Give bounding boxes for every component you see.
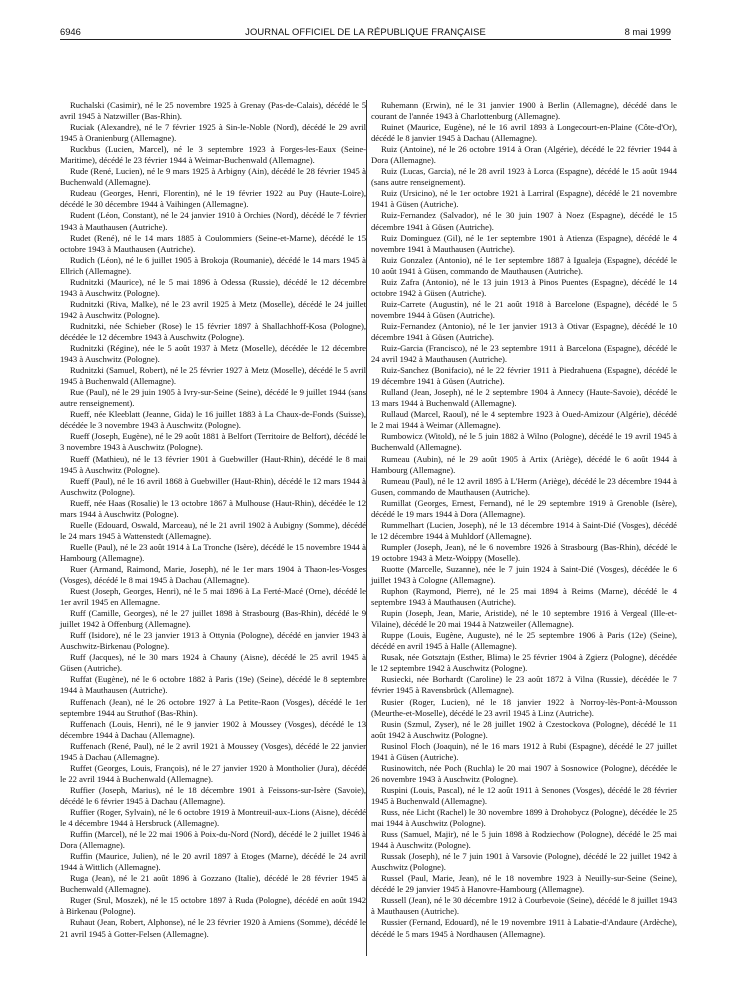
register-entry: Rudich (Léon), né le 6 juillet 1905 à Brokoja (Roumanie), décédé le 14 mars 1945 à Ellrich (Allemagne). bbox=[60, 254, 366, 276]
register-entry: Ruckbus (Lucien, Marcel), né le 3 septembre 1923 à Forges-les-Eaux (Seine-Maritime), décédé le 23 février 1944 à Weimar-Buchenwald (Allemagne). bbox=[60, 144, 366, 166]
register-entry: Ruffenach (René, Paul), né le 2 avril 1921 à Moussey (Vosges), décédé le 22 janvier 1945 à Dachau (Allemagne). bbox=[60, 740, 366, 762]
register-entry: Ruiz (Lucas, Garcia), né le 28 avril 1923 à Lorca (Espagne), décédé le 15 août 1944 (sans autre renseignement). bbox=[371, 166, 677, 188]
register-entry: Ruiz-Garcia (Francisco), né le 23 septembre 1911 à Barcelona (Espagne), décédé le 24 avril 1942 à Mauthausen (Autriche). bbox=[371, 343, 677, 365]
register-entry: Ruffier (Joseph, Marius), né le 18 décembre 1901 à Feissons-sur-Isère (Savoie), décédé le 6 février 1945 à Dachau (Allemagne). bbox=[60, 784, 366, 806]
register-entry: Ruffenach (Jean), né le 26 octobre 1927 à La Petite-Raon (Vosges), décédé le 1er septembre 1944 au Struthof (Bas-Rhin). bbox=[60, 696, 366, 718]
register-entry: Rummelhart (Lucien, Joseph), né le 13 décembre 1914 à Saint-Dié (Vosges), décédé le 12 décembre 1944 à Muhldorf (Allemagne). bbox=[371, 519, 677, 541]
register-entry: Rudnitzki, née Schieber (Rose) le 15 février 1897 à Shallachhoff-Kosa (Pologne), décédée le 12 décembre 1943 à Auschwitz (Pologne). bbox=[60, 320, 366, 342]
register-entry: Rusinowitch, née Poch (Ruchla) le 20 mai 1907 à Sosnowice (Pologne), décédée le 26 novembre 1943 à Auschwitz (Pologne). bbox=[371, 762, 677, 784]
register-entry: Rudnitzki (Riva, Malke), né le 23 avril 1925 à Metz (Moselle), décédé le 24 juillet 1942 à Auschwitz (Pologne). bbox=[60, 298, 366, 320]
register-entry: Rumillat (Georges, Ernest, Fernand), né le 29 septembre 1919 à Grenoble (Isère), décédé le 19 mars 1944 à Dora (Allemagne). bbox=[371, 497, 677, 519]
register-entry: Rudnitzki (Samuel, Robert), né le 25 février 1927 à Metz (Moselle), décédé le 5 avril 1945 à Buchenwald (Allemagne). bbox=[60, 365, 366, 387]
register-entry: Rumpler (Joseph, Jean), né le 6 novembre 1926 à Strasbourg (Bas-Rhin), décédé le 19 octobre 1943 à Metz-Woippy (Moselle). bbox=[371, 541, 677, 563]
register-entry: Ruchalski (Casimir), né le 25 novembre 1925 à Grenay (Pas-de-Calais), décédé le 5 avril 1945 à Natzwiller (Bas-Rhin). bbox=[60, 100, 366, 122]
register-entry: Russell (Jean), né le 30 décembre 1912 à Courbevoie (Seine), décédé le 8 juillet 1943 à Mauthausen (Autriche). bbox=[371, 895, 677, 917]
register-entry: Rusinol Floch (Joaquin), né le 16 mars 1912 à Rubi (Espagne), décédé le 27 juillet 1941 à Güsen (Autriche). bbox=[371, 740, 677, 762]
register-entry: Ruffenach (Louis, Henri), né le 9 janvier 1902 à Moussey (Vosges), décédé le 13 décembre 1944 à Dachau (Allemagne). bbox=[60, 718, 366, 740]
register-entry: Ruiz-Fernandez (Antonio), né le 1er janvier 1913 à Otivar (Espagne), décédé le 10 décembre 1941 à Güsen (Autriche). bbox=[371, 320, 677, 342]
register-entry: Ruffin (Marcel), né le 22 mai 1906 à Poix-du-Nord (Nord), décédé le 2 juillet 1946 à Dora (Allemagne). bbox=[60, 829, 366, 851]
register-entry: Rueff, née Kleeblatt (Jeanne, Gida) le 16 juillet 1883 à La Chaux-de-Fonds (Suisse), décédée le 3 novembre 1943 à Auschwitz (Pologne). bbox=[60, 409, 366, 431]
register-entry: Rudet (René), né le 14 mars 1885 à Coulommiers (Seine-et-Marne), décédé le 15 octobre 1943 à Mauthausen (Autriche). bbox=[60, 232, 366, 254]
register-entry: Ruciak (Alexandre), né le 7 février 1925 à Sin-le-Noble (Nord), décédé le 29 avril 1945 à Oranienburg (Allemagne). bbox=[60, 122, 366, 144]
register-entry: Ruffat (Eugène), né le 6 octobre 1882 à Paris (19e) (Seine), décédé le 8 septembre 1944 à Mauthausen (Autriche). bbox=[60, 674, 366, 696]
register-entry: Rusak, née Gotsztajn (Esther, Blima) le 25 février 1904 à Zgierz (Pologne), décédée le 12 septembre 1942 à Auschwitz (Pologne). bbox=[371, 652, 677, 674]
register-entry: Ruff (Isidore), né le 23 janvier 1913 à Ottynia (Pologne), décédé en janvier 1943 à Auschwitz-Birkenau (Pologne). bbox=[60, 630, 366, 652]
register-entry: Rupin (Joseph, Jean, Marie, Aristide), né le 10 septembre 1916 à Vergeal (Ille-et-Vilaine), décédé le 20 mai 1944 à Natzweiler (Allemagne). bbox=[371, 608, 677, 630]
register-entry: Ruspini (Louis, Pascal), né le 12 août 1911 à Senones (Vosges), décédé le 28 février 1945 à Buchenwald (Allemagne). bbox=[371, 784, 677, 806]
register-entry: Ruger (Srul, Moszek), né le 15 octobre 1897 à Ruda (Pologne), décédé en août 1942 à Birkenau (Pologne). bbox=[60, 895, 366, 917]
register-entry: Rumeau (Paul), né le 12 avril 1895 à L'Herm (Ariège), décédé le 23 décembre 1944 à Gusen, commando de Mauthausen (Autriche). bbox=[371, 475, 677, 497]
register-entry: Rudnitzki (Régine), née le 5 août 1937 à Metz (Moselle), décédée le 12 décembre 1943 à Auschwitz (Pologne). bbox=[60, 343, 366, 365]
register-entry: Russel (Paul, Marie, Jean), né le 18 novembre 1923 à Neuilly-sur-Seine (Seine), décédé le 29 janvier 1945 à Hanovre-Hambourg (Allemagne). bbox=[371, 873, 677, 895]
register-entry: Ruffin (Maurice, Julien), né le 20 avril 1897 à Etoges (Marne), décédé le 24 avril 1944 à Wittlich (Allemagne). bbox=[60, 851, 366, 873]
register-entry: Ruiz-Sanchez (Bonifacio), né le 22 février 1911 à Piedrahuena (Espagne), décédé le 19 décembre 1941 à Güsen (Autriche). bbox=[371, 365, 677, 387]
register-entry: Russ, née Licht (Rachel) le 30 novembre 1899 à Drohobycz (Pologne), décédée le 25 mai 1944 à Auschwitz (Pologne). bbox=[371, 807, 677, 829]
register-entry: Ruiz Gonzalez (Antonio), né le 1er septembre 1887 à Igualeja (Espagne), décédé le 10 août 1941 à Güsen, commando de Mauthausen (Autriche). bbox=[371, 254, 677, 276]
register-entry: Ruiz (Antoine), né le 26 octobre 1914 à Oran (Algérie), décédé le 22 février 1944 à Dora (Allemagne). bbox=[371, 144, 677, 166]
register-entry: Ruotte (Marcelle, Suzanne), née le 7 juin 1924 à Saint-Dié (Vosges), décédée le 6 juillet 1943 à Cologne (Allemagne). bbox=[371, 563, 677, 586]
register-entry: Ruest (Joseph, Georges, Henri), né le 5 mai 1896 à La Ferté-Macé (Orne), décédé le 1er avril 1945 en Allemagne. bbox=[60, 586, 366, 608]
register-entry: Ruppe (Louis, Eugène, Auguste), né le 25 septembre 1906 à Paris (12e) (Seine), décédé en avril 1945 à Halle (Allemagne). bbox=[371, 630, 677, 652]
register-entry: Ruer (Armand, Raimond, Marie, Joseph), né le 1er mars 1904 à Thaon-les-Vosges (Vosges), décédé le 8 mai 1945 à Dachau (Allemagne). bbox=[60, 563, 366, 586]
left-column bbox=[60, 100, 366, 940]
register-entry: Rudent (Léon, Constant), né le 24 janvier 1910 à Orchies (Nord), décédé le 7 février 1943 à Mauthausen (Autriche). bbox=[60, 210, 366, 232]
register-entry: Ruffet (Georges, Louis, François), né le 27 janvier 1920 à Montholier (Jura), décédé le 22 avril 1944 à Buchenwald (Allemagne). bbox=[60, 762, 366, 784]
right-column bbox=[371, 100, 677, 940]
register-entry: Rue (Paul), né le 29 juin 1905 à Ivry-sur-Seine (Seine), décédé le 9 juillet 1944 (sans autre renseignement). bbox=[60, 387, 366, 409]
register-entry: Rumeau (Aubin), né le 29 août 1905 à Artix (Ariège), décédé le 6 août 1944 à Hambourg (Allemagne). bbox=[371, 453, 677, 475]
register-entry: Rulland (Jean, Joseph), né le 2 septembre 1904 à Annecy (Haute-Savoie), décédé le 13 mars 1944 à Buchenwald (Allemagne). bbox=[371, 387, 677, 409]
journal-title: JOURNAL OFFICIEL DE LA RÉPUBLIQUE FRANÇAISE bbox=[245, 26, 486, 37]
register-entry: Ruga (Jean), né le 21 août 1896 à Gozzano (Italie), décédé le 28 février 1945 à Buchenwald (Allemagne). bbox=[60, 873, 366, 895]
register-entry: Ruphon (Raymond, Pierre), né le 25 mai 1894 à Reims (Marne), décédé le 4 septembre 1943 à Mauthausen (Autriche). bbox=[371, 586, 677, 608]
register-entry: Rueff (Mathieu), né le 13 février 1901 à Guebwiller (Haut-Rhin), décédé le 8 mai 1945 à Auschwitz (Pologne). bbox=[60, 453, 366, 475]
register-entry: Russ (Samuel, Majir), né le 5 juin 1898 à Rodziechow (Pologne), décédé le 25 mai 1944 à Auschwitz (Pologne). bbox=[371, 829, 677, 851]
register-entry: Rusier (Roger, Lucien), né le 18 janvier 1922 à Norroy-lès-Pont-à-Mousson (Meurthe-et-Moselle), décédé le 23 avril 1945 à Linz (Autriche). bbox=[371, 696, 677, 718]
register-entry: Ruffier (Roger, Sylvain), né le 6 octobre 1919 à Montreuil-aux-Lions (Aisne), décédé le 4 décembre 1944 à Hersbruck (Allemagne). bbox=[60, 807, 366, 829]
register-entry: Ruff (Jacques), né le 30 mars 1924 à Chauny (Aisne), décédé le 25 avril 1945 à Güsen (Autriche). bbox=[60, 652, 366, 674]
issue-date: 8 mai 1999 bbox=[624, 26, 671, 37]
register-entry: Ruiz Zafra (Antonio), né le 13 juin 1913 à Pinos Puentes (Espagne), décédé le 14 octobre 1942 à Güsen (Autriche). bbox=[371, 276, 677, 298]
register-entry: Ruiz-Carrete (Augustin), né le 21 août 1918 à Barcelone (Espagne), décédé le 5 novembre 1944 à Güsen (Autriche). bbox=[371, 298, 677, 320]
register-entry: Rusiecki, née Borhardt (Caroline) le 23 août 1872 à Vilna (Russie), décédée le 7 février 1945 à Ravensbrück (Allemagne). bbox=[371, 674, 677, 696]
register-entry: Russier (Fernand, Edouard), né le 19 novembre 1911 à Labatie-d'Andaure (Ardèche), décédé le 5 mars 1945 à Nordhausen (Allemagne). bbox=[371, 917, 677, 939]
header-rule bbox=[60, 39, 671, 40]
register-entry: Ruiz (Ursicino), né le 1er octobre 1921 à Larriral (Espagne), décédé le 21 novembre 1941 à Güsen (Autriche). bbox=[371, 188, 677, 210]
page-number: 6946 bbox=[60, 26, 81, 37]
register-entry: Rude (René, Lucien), né le 9 mars 1925 à Arbigny (Ain), décédé le 28 février 1945 à Buchenwald (Allemagne). bbox=[60, 166, 366, 188]
register-entry: Ruinet (Maurice, Eugène), né le 16 avril 1893 à Longecourt-en-Plaine (Côte-d'Or), décédé le 8 janvier 1945 à Dachau (Allemagne). bbox=[371, 122, 677, 144]
page-header bbox=[60, 26, 671, 40]
register-entry: Ruhemann (Erwin), né le 31 janvier 1900 à Berlin (Allemagne), décédé dans le courant de l'année 1943 à Charlottenburg (Allemagne). bbox=[371, 100, 677, 122]
register-entry: Rudnitzki (Maurice), né le 5 mai 1896 à Odessa (Russie), décédé le 12 décembre 1943 à Auschwitz (Pologne). bbox=[60, 276, 366, 298]
register-entry: Ruhaut (Jean, Robert, Alphonse), né le 23 février 1920 à Amiens (Somme), décédé le 21 avril 1945 à Gotter-Felsen (Allemagne). bbox=[60, 917, 366, 939]
register-entry: Rueff (Joseph, Eugène), né le 29 août 1881 à Belfort (Territoire de Belfort), décédé le 3 novembre 1943 à Auschwitz (Pologne). bbox=[60, 431, 366, 453]
register-entry: Russak (Joseph), né le 7 juin 1901 à Varsovie (Pologne), décédé le 22 juillet 1942 à Auschwitz (Pologne). bbox=[371, 851, 677, 873]
register-entry: Rumbowicz (Witold), né le 5 juin 1882 à Wilno (Pologne), décédé le 19 avril 1945 à Buchenwald (Allemagne). bbox=[371, 431, 677, 453]
register-entry: Rusin (Szmul, Zyser), né le 28 juillet 1902 à Czestockova (Pologne), décédé le 11 août 1942 à Auschwitz (Pologne). bbox=[371, 718, 677, 740]
register-entry: Rudeau (Georges, Henri, Florentin), né le 19 février 1922 au Puy (Haute-Loire), décédé le 30 décembre 1944 à Vaihingen (Allemagne). bbox=[60, 188, 366, 210]
register-entry: Ruelle (Paul), né le 23 août 1914 à La Tronche (Isère), décédé le 15 novembre 1944 à Hambourg (Allemagne). bbox=[60, 541, 366, 563]
register-entry: Ruff (Camille, Georges), né le 27 juillet 1898 à Strasbourg (Bas-Rhin), décédé le 9 juillet 1942 à Offenburg (Allemagne). bbox=[60, 608, 366, 630]
register-entry: Ruiz-Fernandez (Salvador), né le 30 juin 1907 à Noez (Espagne), décédé le 15 décembre 1941 à Güsen (Autriche). bbox=[371, 210, 677, 232]
register-entry: Rullaud (Marcel, Raoul), né le 4 septembre 1923 à Oued-Amizour (Algérie), décédé le 2 mai 1944 à Weimar (Allemagne). bbox=[371, 409, 677, 431]
register-entry: Rueff (Paul), né le 16 avril 1868 à Guebwiller (Haut-Rhin), décédé le 12 mars 1944 à Auschwitz (Pologne). bbox=[60, 475, 366, 497]
register-entry: Rueff, née Haas (Rosalie) le 13 octobre 1867 à Mulhouse (Haut-Rhin), décédée le 12 mars 1944 à Auschwitz (Pologne). bbox=[60, 497, 366, 519]
column-divider bbox=[366, 100, 367, 956]
register-entry: Ruelle (Edouard, Oswald, Marceau), né le 21 avril 1902 à Aubigny (Somme), décédé le 24 mars 1945 à Wattenstedt (Allemagne). bbox=[60, 519, 366, 541]
register-entry: Ruiz Dominguez (Gil), né le 1er septembre 1901 à Atienza (Espagne), décédé le 4 novembre 1941 à Mauthausen (Autriche). bbox=[371, 232, 677, 254]
